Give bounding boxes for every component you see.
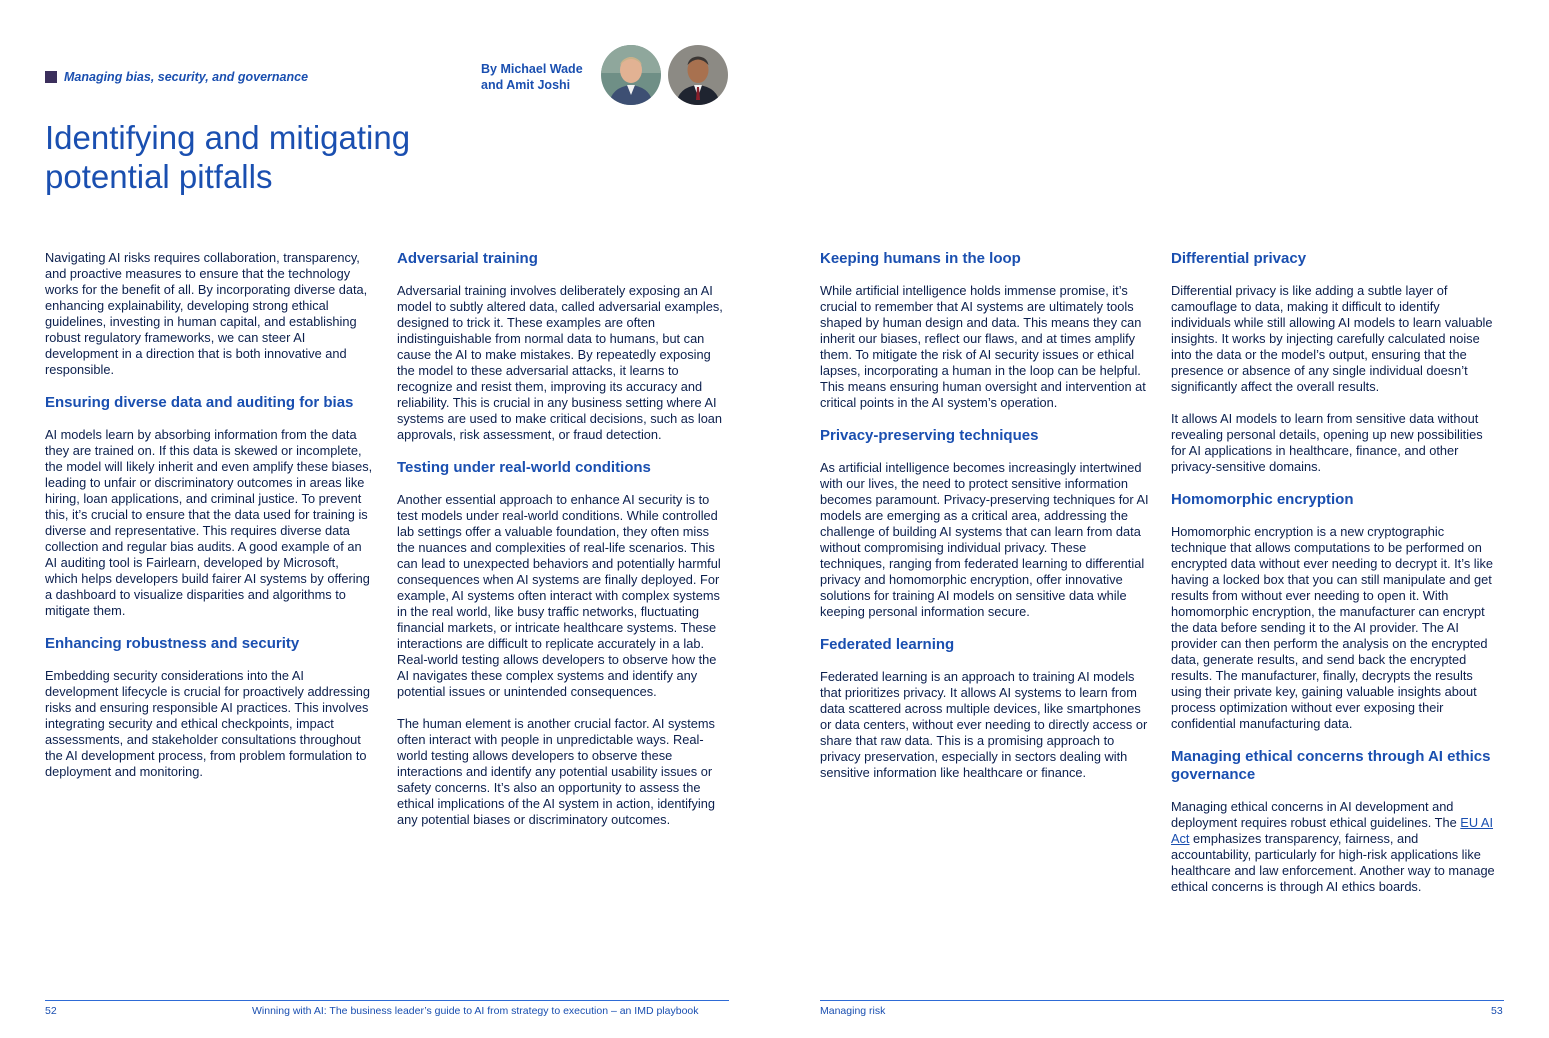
text-column-4 [1171,250,1501,911]
section-heading-differential: Differential privacy [1171,250,1307,267]
text-column-2 [397,250,727,844]
section-heading-federated: Federated learning [820,636,955,653]
page-title [45,118,410,196]
author-photo-avatar [668,45,728,105]
page-number-right: 53 [1491,1005,1503,1017]
federated-paragraph: Federated learning is an approach to training AI models that prioritizes privacy. It allows AI systems to learn from data scattered across multiple devices, like smartphones or data centers, without ever needing to directly access or share that raw data. This is a promising approach to privacy preservation, especially in sectors dealing with sensitive information like healthcare or finance. [820,669,1148,780]
text-column-3 [820,250,1150,797]
footer-chapter: Managing risk [820,1005,886,1017]
section-tag [45,70,308,84]
testing-paragraph-2: The human element is another crucial factor. AI systems often interact with people in unpredictable ways. Real-world testing allows developers to observe these interactions and identify any potential usability issues or safety concerns. It’s also an opportunity to assess the ethical implications of the AI system in action, identifying any potential biases or discriminatory outcomes. [397,716,715,827]
page-title-line-1: Identifying and mitigating [45,119,411,156]
page-number-left: 52 [45,1005,57,1017]
section-heading-privacy: Privacy-preserving techniques [820,427,1039,444]
robustness-paragraph: Embedding security considerations into the AI development lifecycle is crucial for proactively addressing risks and ensuring responsible AI practices. This involves integrating security and ethical checkpoints, impact assessments, and stakeholder consultations throughout the AI development process, from problem formulation to deployment and monitoring. [45,668,371,779]
section-heading-homomorphic: Homomorphic encryption [1171,491,1354,508]
section-heading-robustness: Enhancing robustness and security [45,635,300,652]
differential-paragraph-1: Differential privacy is like adding a subtle layer of camouflage to data, making it difficult to identify individuals while still allowing AI models to learn valuable insights. It works by injecting carefully calculated noise into the data or the model’s output, ensuring that the presence or absence of any single individual doesn’t significantly affect the overall results. [1171,283,1493,394]
page-title-line-2: potential pitfalls [45,158,273,195]
privacy-paragraph: As artificial intelligence becomes increasingly intertwined with our lives, the need to protect sensitive information becomes paramount. Privacy-preserving techniques for AI models are emerging as a critical area, addressing the challenge of building AI systems that can learn from data without compromising individual privacy. These techniques, ranging from federated learning to differential privacy and homomorphic encryption, offer innovative solutions for training AI models on sensitive data while keeping personal information secure. [820,460,1149,619]
section-label: Managing bias, security, and governance [64,70,309,84]
intro-paragraph: Navigating AI risks requires collaboration, transparency, and proactive measures to ensure that the technology works for the benefit of all. By incorporating diverse data, enhancing explainability, developing strong ethical guidelines, investing in human capital, and establishing robust regulatory frameworks, we can steer AI development in a direction that is both innovative and responsible. [45,250,368,377]
author-byline [481,61,583,93]
ethics-paragraph [1171,799,1501,895]
homomorphic-paragraph: Homomorphic encryption is a new cryptographic technique that allows computations to be performed on encrypted data without ever needing to decrypt it. It’s like having a locked box that you can still manipulate and get results from without ever needing to open it. With homomorphic encryption, the manufacturer can encrypt the data before sending it to the AI provider. The AI provider can then perform the analysis on the encrypted data, generate results, and send back the encrypted results. The manufacturer, finally, decrypts the results using their private key, gaining valuable insights about process optimization without ever exposing their confidential manufacturing data. [1171,524,1494,731]
footer-divider-right [820,1000,1504,1001]
human-loop-paragraph: While artificial intelligence holds immense promise, it’s crucial to remember that AI systems are ultimately tools shaped by human design and data. This means they can inherit our biases, reflect our flaws, and at times amplify them. To mitigate the risk of AI security issues or ethical lapses, incorporating a human in the loop can be helpful. This means ensuring human oversight and intervention at critical points in the AI system’s operation. [820,283,1146,410]
testing-paragraph-1: Another essential approach to enhance AI security is to test models under real-world conditions. While controlled lab settings offer a valuable foundation, they often miss the nuances and complexities of real-life scenarios. This can lead to unexpected behaviors and potentially harmful consequences when AI systems are finally deployed. For example, AI systems often interact with complex systems in the real world, like busy traffic networks, fluctuating financial markets, or intricate healthcare systems. These interactions are difficult to replicate accurately in a lab. Real-world testing allows developers to observe how the AI navigates these complex systems and identify any potential issues or unintended consequences. [397,492,721,699]
section-heading-human-loop: Keeping humans in the loop [820,250,1021,267]
adversarial-paragraph: Adversarial training involves deliberately exposing an AI model to subtly altered data, called adversarial examples, designed to trick it. These examples are often indistinguishable from normal data to humans, but can cause the AI to make mistakes. By repeatedly exposing the model to these adversarial attacks, it learns to recognize and resist them, improving its accuracy and reliability. This is crucial in any business setting where AI systems are used to make critical decisions, such as loan approvals, risk assessment, or fraud detection. [397,283,723,442]
eu-ai-act-link[interactable]: EU AI Act [1171,815,1494,846]
differential-paragraph-2: It allows AI models to learn from sensitive data without revealing personal details, opening up new possibilities for AI applications in healthcare, finance, and other privacy-sensitive domains. [1171,411,1483,474]
section-heading-testing: Testing under real-world conditions [397,459,651,476]
ethics-text-before: Managing ethical concerns in AI development and deployment requires robust ethical guidelines. The [1171,799,1461,830]
section-heading-bias: Ensuring diverse data and auditing for bias [45,394,354,411]
author-line-2: and Amit Joshi [481,78,571,92]
footer-book-title: Winning with AI: The business leader’s guide to AI from strategy to execution – an IMD playbook [252,1005,699,1017]
ethics-text-after: emphasizes transparency, fairness, and accountability, particularly for high-risk applications like healthcare and law enforcement. Another way to manage ethical concerns is through AI ethics boards. [1171,831,1495,894]
bias-paragraph: AI models learn by absorbing information from the data they are trained on. If this data is skewed or incomplete, the model will likely inherit and even amplify these biases, leading to unfair or discriminatory outcomes in areas like hiring, loan applications, and criminal justice. To prevent this, it’s crucial to ensure that the data used for training is diverse and representative. This requires diverse data collection and regular bias audits. A good example of an AI auditing tool is Fairlearn, developed by Microsoft, which helps developers build fairer AI systems by offering a dashboard to visualize disparities and algorithms to mitigate them. [45,427,373,618]
section-square-icon [45,71,57,83]
section-heading-adversarial: Adversarial training [397,250,538,267]
text-column-1 [45,250,375,796]
section-heading-ethics: Managing ethical concerns through AI ethics governance [1171,748,1491,783]
author-photo-avatar [601,45,661,105]
author-line-1: By Michael Wade [481,62,583,76]
footer-divider-left [45,1000,729,1001]
